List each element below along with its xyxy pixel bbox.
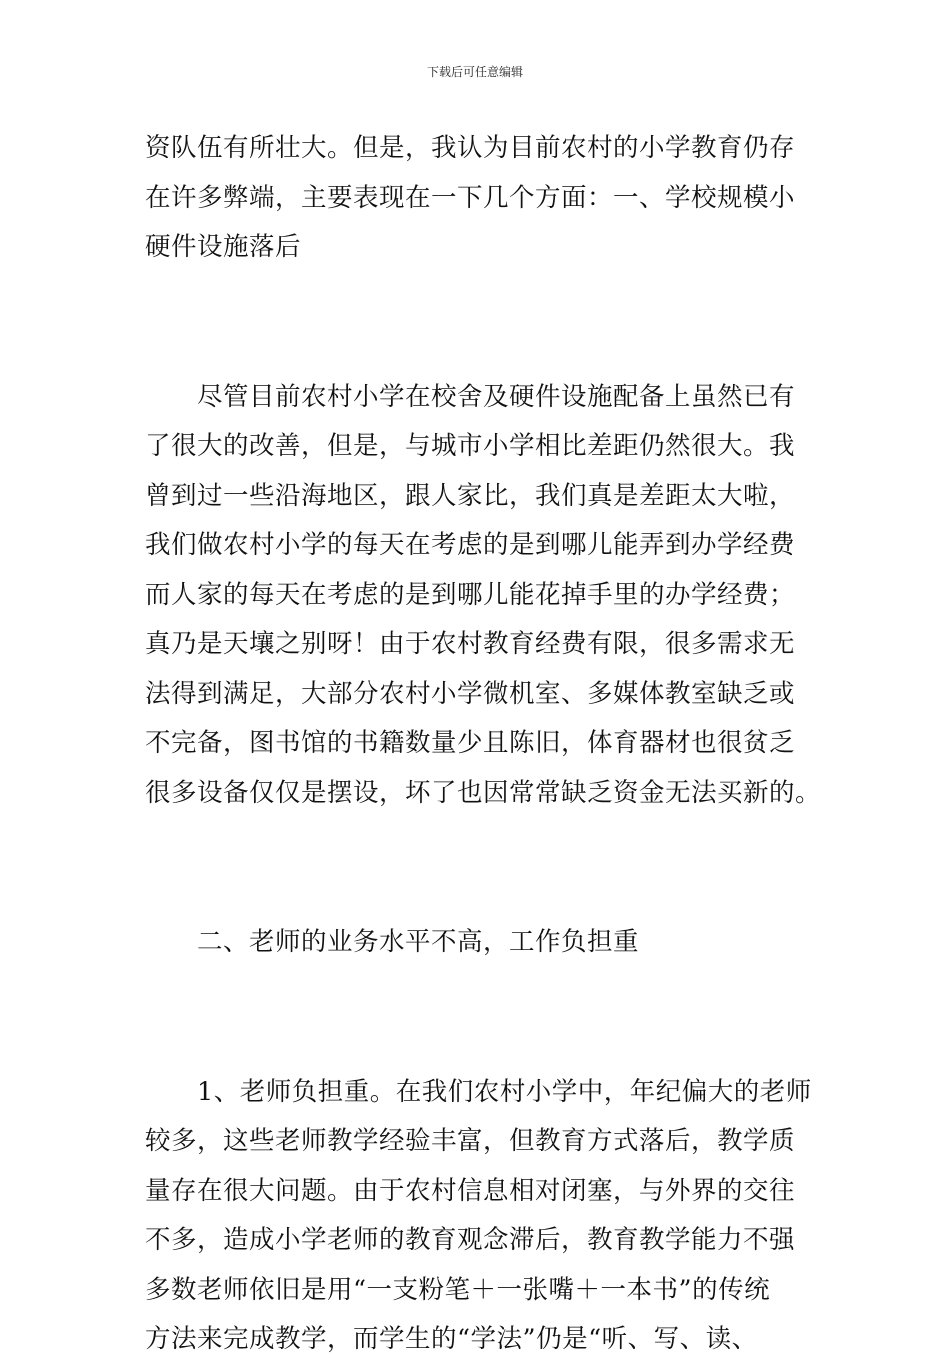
text-line: 硬件设施落后 bbox=[145, 232, 302, 262]
document-body bbox=[145, 124, 822, 1365]
text-line: 二、老师的业务水平不高，工作负担重 bbox=[197, 927, 640, 957]
text-line: 量存在很大问题。由于农村信息相对闭塞，与外界的交往 bbox=[145, 1175, 796, 1206]
text-line: 很多设备仅仅是摆设，坏了也因常常缺乏资金无法买新的。 bbox=[145, 777, 822, 808]
paragraph-gap bbox=[145, 968, 807, 1018]
text-line: 方法来完成教学，而学生的“学法”仍是“听、写、读、 bbox=[145, 1324, 758, 1354]
text-line: 不多，造成小学老师的教育观念滞后，教育教学能力不强 bbox=[145, 1225, 796, 1255]
page-header: 下载后可任意编辑 bbox=[426, 65, 523, 79]
text-line: 了很大的改善，但是，与城市小学相比差距仍然很大。我 bbox=[145, 431, 796, 461]
paragraph-gap bbox=[145, 323, 807, 373]
text-line: 不完备，图书馆的书籍数量少且陈旧，体育器材也很贫乏 bbox=[145, 728, 796, 758]
text-line: 而人家的每天在考虑的是到哪儿能花掉手里的办学经费； bbox=[145, 579, 796, 610]
section-heading bbox=[145, 918, 807, 968]
text-line: 资队伍有所壮大。但是，我认为目前农村的小学教育仍存 bbox=[145, 133, 796, 163]
text-line: 较多，这些老师教学经验丰富，但教育方式落后，教学质 bbox=[145, 1126, 796, 1156]
paragraph-gap bbox=[145, 273, 807, 323]
paragraph bbox=[145, 124, 807, 273]
text-line: 在许多弊端，主要表现在一下几个方面：一、学校规模小 bbox=[145, 182, 796, 213]
paragraph-gap bbox=[145, 1018, 807, 1068]
text-line: 曾到过一些沿海地区，跟人家比，我们真是差距太大啦， bbox=[145, 480, 796, 511]
paragraph-gap bbox=[145, 868, 807, 918]
text-line: 尽管目前农村小学在校舍及硬件设施配备上虽然已有 bbox=[197, 381, 796, 412]
text-line: 真乃是天壤之别呀！由于农村教育经费有限，很多需求无 bbox=[145, 629, 796, 659]
paragraph bbox=[145, 373, 822, 819]
text-line: 法得到满足，大部分农村小学微机室、多媒体教室缺乏或 bbox=[145, 678, 796, 709]
text-line: 我们做农村小学的每天在考虑的是到哪儿能弄到办学经费 bbox=[145, 530, 796, 560]
text-line: 多数老师依旧是用“一支粉笔＋一张嘴＋一本书”的传统 bbox=[145, 1274, 771, 1305]
text-line: 1、老师负担重。在我们农村小学中，年纪偏大的老师 bbox=[197, 1076, 812, 1107]
paragraph-gap bbox=[145, 818, 807, 868]
paragraph bbox=[145, 1068, 812, 1365]
